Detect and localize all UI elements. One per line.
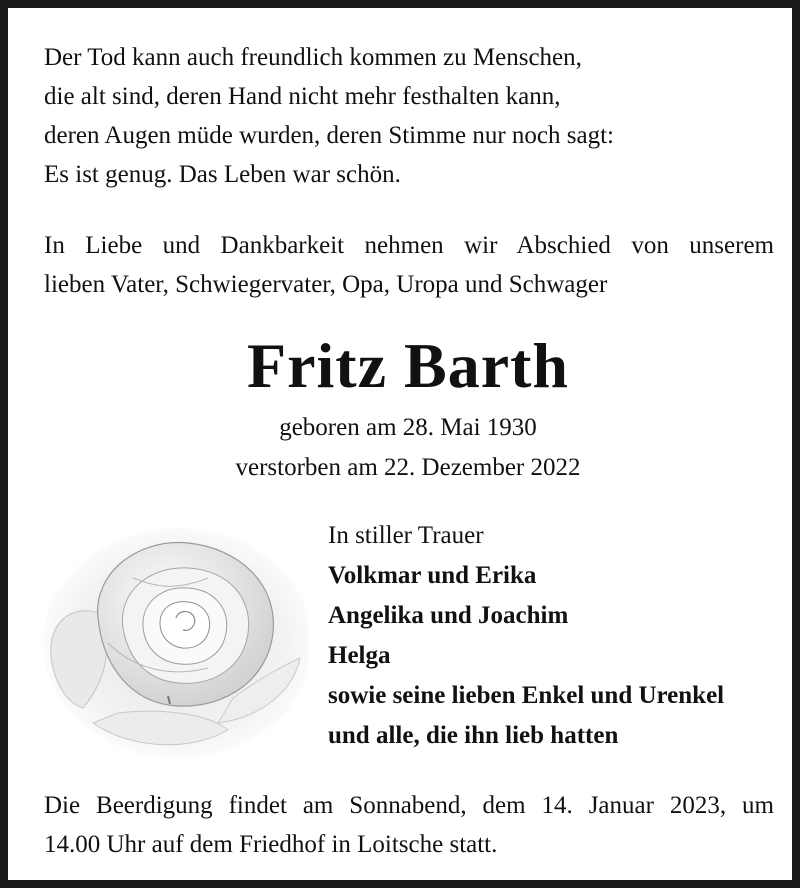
mourner-name: Helga — [328, 642, 391, 669]
poem-line: deren Augen müde wurden, deren Stimme nur noch sagt: — [44, 122, 614, 149]
death-date: verstorben am 22. Dezember 2022 — [235, 454, 581, 481]
funeral-line-1: Die Beerdigung findet am Sonnabend, dem 14. Januar 2023, um — [44, 792, 774, 819]
intro-line-2: lieben Vater, Schwiegervater, Opa, Uropa und Schwager — [44, 271, 608, 298]
poem-line: Der Tod kann auch freundlich kommen zu Menschen, — [44, 44, 582, 71]
mourner-name: Angelika und Joachim — [328, 602, 569, 629]
funeral-line-2: 14.00 Uhr auf dem Friedhof in Loitsche statt. — [44, 831, 498, 858]
life-dates — [8, 408, 800, 488]
mourner-name: und alle, die ihn lieb hatten — [328, 722, 619, 749]
mourners-heading: In stiller Trauer — [328, 522, 484, 549]
mourner-name: sowie seine lieben Enkel und Urenkel — [328, 682, 725, 709]
birth-date: geboren am 28. Mai 1930 — [279, 414, 537, 441]
poem-line: Es ist genug. Das Leben war schön. — [44, 161, 401, 188]
poem — [44, 38, 774, 194]
funeral-notice — [44, 786, 774, 864]
poem-line: die alt sind, deren Hand nicht mehr festhalten kann, — [44, 83, 561, 110]
intro-text — [44, 226, 774, 304]
rose-image — [38, 518, 308, 758]
mourner-name: Volkmar und Erika — [328, 562, 537, 589]
intro-line-1: In Liebe und Dankbarkeit nehmen wir Abschied von unserem — [44, 232, 774, 259]
mourners-list — [328, 516, 788, 756]
deceased-name: Fritz Barth — [247, 330, 569, 401]
